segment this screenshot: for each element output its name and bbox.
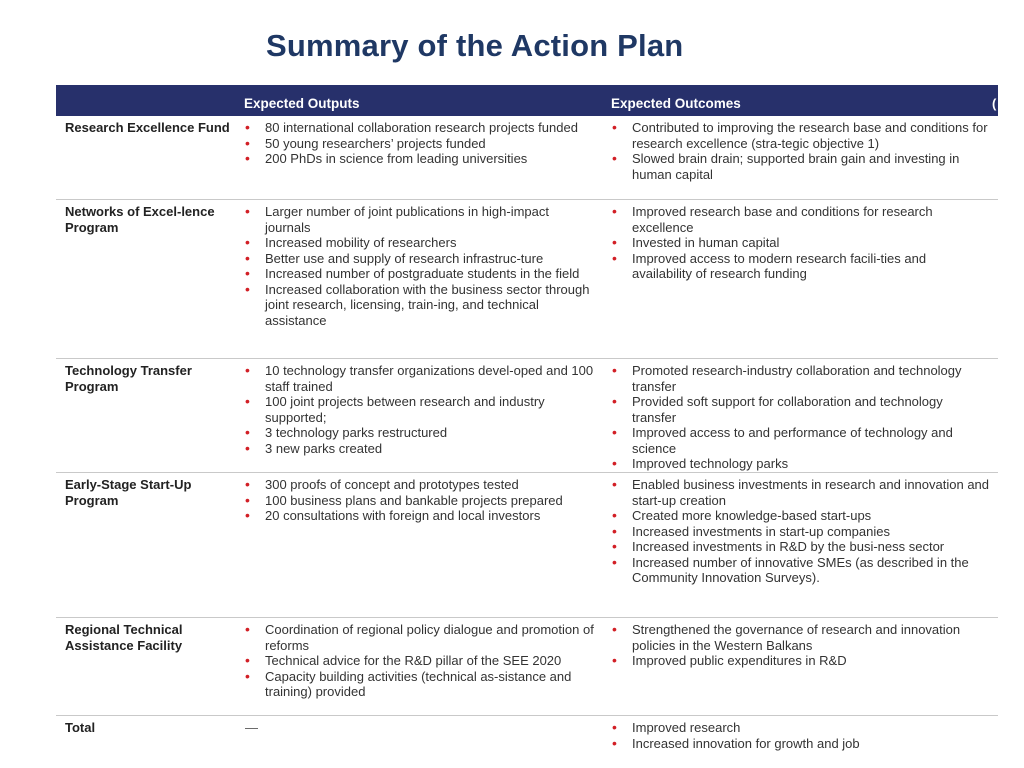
page-title: Summary of the Action Plan — [266, 28, 684, 63]
list-item: • 10 technology transfer organizations devel-oped and 100 staff trained — [242, 363, 596, 394]
list-item: • Improved technology parks — [609, 456, 989, 472]
list-item: • Created more knowledge-based start-ups — [609, 508, 989, 524]
header-expected-outputs: Expected Outputs — [244, 96, 360, 111]
list-item: • Increased number of innovative SMEs (as described in the Community Innovation Surveys). — [609, 555, 989, 586]
list-item: • Slowed brain drain; supported brain gain and investing in human capital — [609, 151, 989, 182]
list-item: • 3 technology parks restructured — [242, 425, 596, 441]
table-row-regional-technical-assistance — [56, 618, 998, 716]
row-label: Technology Transfer Program — [65, 363, 192, 394]
outcomes-list — [609, 363, 989, 472]
row-label: Networks of Excel-lence Program — [65, 204, 215, 235]
list-item: • Strengthened the governance of research and innovation policies in the Western Balkans — [609, 622, 989, 653]
outputs-list — [242, 204, 596, 328]
table-row-technology-transfer — [56, 359, 998, 473]
list-item: • 80 international collaboration research projects funded — [242, 120, 596, 136]
row-label: Early-Stage Start-Up Program — [65, 477, 192, 508]
list-item: • 100 business plans and bankable projects prepared — [242, 493, 596, 509]
list-item: • 20 consultations with foreign and local investors — [242, 508, 596, 524]
list-item: • Improved research — [609, 720, 989, 736]
list-item: • Contributed to improving the research base and conditions for research excellence (stra-tegic objective 1) — [609, 120, 989, 151]
table-row-early-stage-startup — [56, 473, 998, 618]
outcomes-list — [609, 720, 989, 751]
header-truncated-column: ( — [992, 96, 997, 111]
list-item: • 3 new parks created — [242, 441, 596, 457]
list-item: • Improved access to modern research facili-ties and availability of research funding — [609, 251, 989, 282]
list-item: • Improved research base and conditions for research excellence — [609, 204, 989, 235]
row-label: Total — [65, 720, 96, 735]
list-item: • Increased collaboration with the business sector through joint research, licensing, train-ing, and technical assistance — [242, 282, 596, 329]
row-label: Regional Technical Assistance Facility — [65, 622, 183, 653]
list-item: • Better use and supply of research infrastruc-ture — [242, 251, 596, 267]
list-item: • 100 joint projects between research and industry supported; — [242, 394, 596, 425]
list-item: • Increased investments in R&D by the busi-ness sector — [609, 539, 989, 555]
list-item: • Promoted research-industry collaboration and technology transfer — [609, 363, 989, 394]
table-header — [56, 85, 998, 116]
outcomes-list — [609, 477, 989, 586]
list-item: • Invested in human capital — [609, 235, 989, 251]
list-item: • Enabled business investments in research and innovation and start-up creation — [609, 477, 989, 508]
list-item: • Improved public expenditures in R&D — [609, 653, 989, 669]
table-row-total — [56, 716, 998, 762]
list-item: • Increased mobility of researchers — [242, 235, 596, 251]
list-item: • Increased number of postgraduate students in the field — [242, 266, 596, 282]
outcomes-list — [609, 622, 989, 669]
list-item: • Coordination of regional policy dialogue and promotion of reforms — [242, 622, 596, 653]
header-expected-outcomes: Expected Outcomes — [611, 96, 741, 111]
list-item: • Improved access to and performance of technology and science — [609, 425, 989, 456]
outputs-list — [242, 363, 596, 456]
list-item: • Capacity building activities (technical as-sistance and training) provided — [242, 669, 596, 700]
list-item: • Increased investments in start-up companies — [609, 524, 989, 540]
outputs-list — [242, 622, 596, 700]
total-outputs-dash: — — [245, 720, 258, 735]
table-row-research-excellence-fund — [56, 116, 998, 200]
row-label: Research Excellence Fund — [65, 120, 230, 135]
outputs-list — [242, 120, 596, 167]
list-item: • Technical advice for the R&D pillar of the SEE 2020 — [242, 653, 596, 669]
list-item: • Increased innovation for growth and job — [609, 736, 989, 752]
list-item: • 50 young researchers’ projects funded — [242, 136, 596, 152]
outputs-list — [242, 477, 596, 524]
table-row-networks-of-excellence — [56, 200, 998, 359]
list-item: • 300 proofs of concept and prototypes tested — [242, 477, 596, 493]
list-item: • Larger number of joint publications in high-impact journals — [242, 204, 596, 235]
outcomes-list — [609, 120, 989, 182]
outcomes-list — [609, 204, 989, 282]
list-item: • Provided soft support for collaboration and technology transfer — [609, 394, 989, 425]
list-item: • 200 PhDs in science from leading universities — [242, 151, 596, 167]
